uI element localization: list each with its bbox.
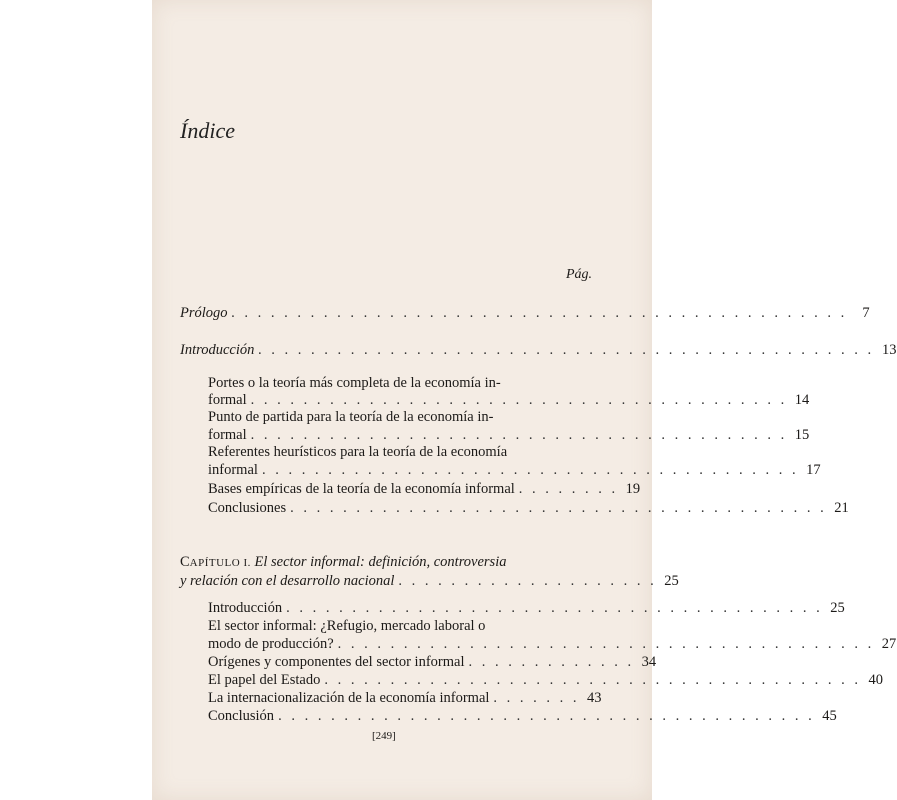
toc-subentry-conclusion[interactable] bbox=[208, 707, 837, 725]
toc-entry-label: Bases empíricas de la teoría de la economía informal bbox=[208, 481, 515, 497]
chapter-label-rest: APÍTULO I. bbox=[189, 557, 251, 569]
toc-subentry-papel-estado[interactable] bbox=[208, 671, 883, 689]
toc-entry-label: Introducción bbox=[208, 600, 283, 616]
toc-entry-page: 15 bbox=[794, 427, 810, 443]
page-title: Índice bbox=[180, 118, 235, 143]
bleed-through bbox=[182, 42, 186, 58]
toc-subentry-internacionalizacion[interactable] bbox=[208, 689, 602, 707]
leader-dots: . . . . . . . . . . . . . . . . . . . . . . . . . . . . . . . . . . . . . . . . . bbox=[250, 427, 788, 443]
toc-entry-label: Introducción bbox=[180, 342, 255, 358]
toc-entry-prologo[interactable] bbox=[180, 304, 870, 322]
toc-entry-page: 21 bbox=[834, 500, 849, 516]
toc-subentry-sector-informal[interactable] bbox=[208, 635, 897, 653]
toc-subentry-origenes[interactable] bbox=[208, 653, 657, 671]
toc-entry-label: formal bbox=[208, 427, 247, 443]
toc-subentry-line1: Portes o la teoría más completa de la economía in- bbox=[208, 375, 501, 391]
toc-subentry-conclusiones[interactable] bbox=[208, 499, 849, 517]
leader-dots: . . . . . . . . . . . . . bbox=[468, 654, 635, 670]
toc-entry-page: 19 bbox=[625, 481, 641, 497]
leader-dots: . . . . . . . . . . . . . . . . . . . . . . . . . . . . . . . . . . . . . . . . . . . . . . . bbox=[231, 305, 848, 321]
leader-dots: . . . . . . . . . . . . . . . . . . . . bbox=[398, 573, 657, 589]
toc-subentry-line1: Referentes heurísticos para la teoría de la economía bbox=[208, 444, 508, 460]
toc-subentry-referentes[interactable] bbox=[208, 461, 821, 479]
page-column-header: Pág. bbox=[566, 267, 593, 282]
chapter-heading-line2[interactable] bbox=[180, 572, 679, 590]
toc-subentry-punto-partida[interactable] bbox=[208, 426, 810, 444]
toc-entry-page: 25 bbox=[830, 600, 845, 616]
leader-dots: . . . . . . . . . . . . . . . . . . . . . . . . . . . . . . . . . . . . . . . . . bbox=[278, 708, 815, 724]
page-number-footer: [249] bbox=[372, 730, 396, 742]
toc-entry-label: Orígenes y componentes del sector informal bbox=[208, 654, 465, 670]
toc-entry-label: formal bbox=[208, 392, 247, 408]
leader-dots: . . . . . . . . . . . . . . . . . . . . . . . . . . . . . . . . . . . . . . . . . bbox=[286, 600, 823, 616]
leader-dots: . . . . . . . . . . . . . . . . . . . . . . . . . . . . . . . . . . . . . . . . . bbox=[337, 636, 875, 652]
toc-entry-label: Conclusión bbox=[208, 708, 275, 724]
leader-dots: . . . . . . . . . . . . . . . . . . . . . . . . . . . . . . . . . . . . . . . . . bbox=[324, 672, 861, 688]
toc-subentry-portes[interactable] bbox=[208, 391, 810, 409]
toc-entry-page: 40 bbox=[868, 672, 883, 688]
leader-dots: . . . . . . . . . . . . . . . . . . . . . . . . . . . . . . . . . . . . . . . . . bbox=[290, 500, 827, 516]
chapter-title-line2: y relación con el desarrollo nacional bbox=[180, 573, 395, 589]
toc-entry-page: 17 bbox=[806, 462, 821, 478]
toc-entry-page: 25 bbox=[664, 573, 679, 589]
leader-dots: . . . . . . . . . . . . . . . . . . . . . . . . . . . . . . . . . . . . . . . . . bbox=[250, 392, 788, 408]
toc-entry-page: 7 bbox=[862, 305, 870, 321]
toc-entry-label: informal bbox=[208, 462, 258, 478]
toc-entry-page: 45 bbox=[822, 708, 837, 724]
toc-entry-label: El papel del Estado bbox=[208, 672, 321, 688]
chapter-title-line1: El sector informal: definición, controversia bbox=[254, 554, 507, 570]
toc-entry-page: 14 bbox=[794, 392, 810, 408]
toc-entry-label: modo de producción? bbox=[208, 636, 334, 652]
toc-entry-page: 27 bbox=[881, 636, 897, 652]
toc-subentry-bases[interactable] bbox=[208, 480, 641, 498]
leader-dots: . . . . . . . bbox=[493, 690, 580, 706]
leader-dots: . . . . . . . . . . . . . . . . . . . . . . . . . . . . . . . . . . . . . . . . . bbox=[261, 462, 799, 478]
toc-subentry-introduccion[interactable] bbox=[208, 599, 845, 617]
toc-entry-label: La internacionalización de la economía informal bbox=[208, 690, 490, 706]
toc-entry-label: Conclusiones bbox=[208, 500, 287, 516]
toc-entry-page: 34 bbox=[641, 654, 657, 670]
chapter-label-initial: C bbox=[180, 554, 190, 570]
toc-subentry-line1: Punto de partida para la teoría de la economía in- bbox=[208, 409, 494, 425]
toc-entry-page: 43 bbox=[587, 690, 602, 706]
toc-entry-page: 13 bbox=[882, 342, 897, 358]
toc-entry-label: Prólogo bbox=[180, 305, 228, 321]
chapter-heading-line1[interactable] bbox=[180, 553, 506, 572]
toc-entry-introduccion[interactable] bbox=[180, 341, 897, 359]
leader-dots: . . . . . . . . . . . . . . . . . . . . . . . . . . . . . . . . . . . . . . . . . . . . . . . bbox=[258, 342, 875, 358]
toc-subentry-line1: El sector informal: ¿Refugio, mercado laboral o bbox=[208, 618, 486, 634]
leader-dots: . . . . . . . . bbox=[518, 481, 619, 497]
